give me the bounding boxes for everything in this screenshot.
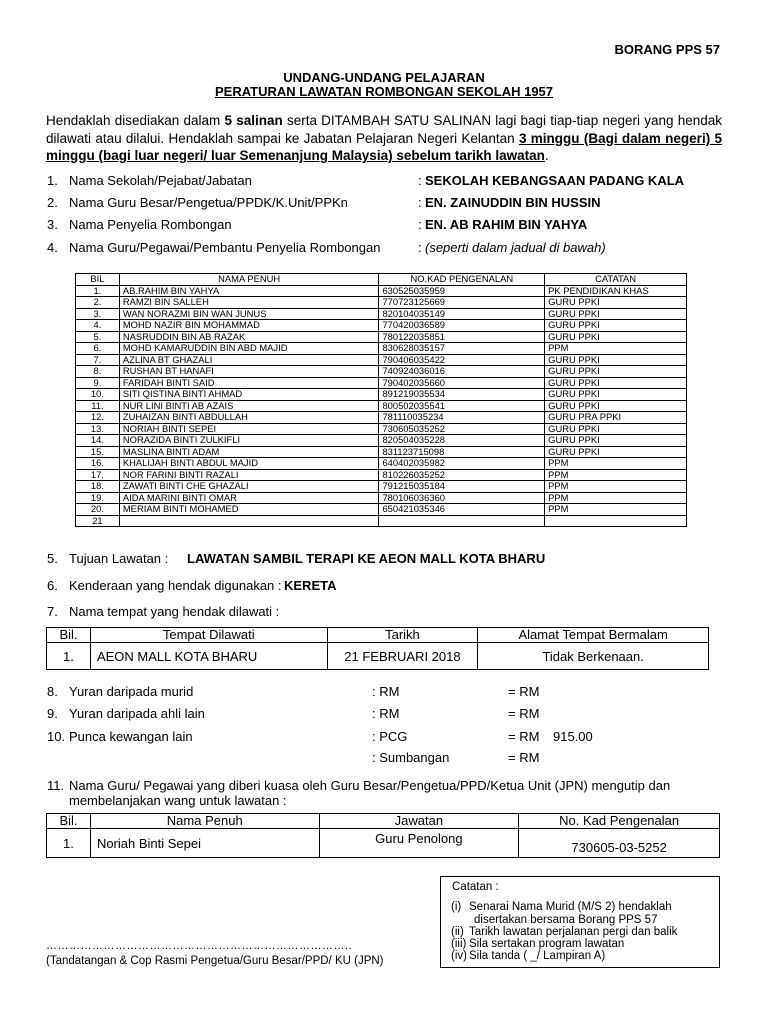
staff-ic-number: 781110035234 [379,412,545,424]
note-item-continued: disertakan bersama Borang PPS 57 [474,914,658,926]
staff-full-name: NORAZIDA BINTI ZULKIFLI [119,435,379,447]
item-9-label: Yuran daripada ahli lain [69,706,205,721]
staff-full-name: RUSHAN BT HANAFI [119,366,379,378]
staff-notes: PPM [545,469,687,481]
item-2-colon: : [418,195,422,210]
table-row [76,504,687,516]
staff-bil: 9. [76,377,120,389]
staff-bil: 10. [76,389,120,401]
staff-notes: GURU PPKI [545,297,687,309]
authorized-person-table [46,813,720,858]
staff-full-name: ZUHAIZAN BINTI ABDULLAH [119,412,379,424]
staff-ic-number: 790406035422 [379,354,545,366]
headmaster-name-value: EN. ZAINUDDIN BIN HUSSIN [425,195,601,210]
auth-ic-number: 730605-03-5252 [519,829,720,858]
item-4-label: Nama Guru/Pegawai/Pembantu Penyelia Rombongan [69,240,381,255]
item-10-source: : PCG [372,729,408,744]
table-row [76,515,687,527]
item-11-label-line2: membelanjakan wang untuk lawatan : [69,793,287,808]
staff-ic-number: 740924036016 [379,366,545,378]
place-bil: 1. [47,643,91,670]
staff-bil: 20. [76,504,120,516]
note-item: (iii) Sila sertakan program lawatan [451,938,625,950]
staff-notes: GURU PPKI [545,331,687,343]
staff-table [75,273,687,527]
table-row [76,308,687,320]
staff-ic-number: 770723125669 [379,297,545,309]
staff-ic-number: 780106036360 [379,492,545,504]
staff-ic-number: 791215035184 [379,481,545,493]
table-row [76,331,687,343]
table-row [76,320,687,332]
staff-notes: PPM [545,481,687,493]
staff-bil: 15. [76,446,120,458]
signature-caption: (Tandatangan & Cop Rasmi Pengetua/Guru Besar/PPD/ KU (JPN) [46,955,384,967]
document-title: UNDANG-UNDANG PELAJARAN [283,70,485,85]
table-row [76,354,687,366]
staff-table-header [76,274,687,286]
staff-ic-number: 831123715098 [379,446,545,458]
staff-ic-number: 790402035660 [379,377,545,389]
staff-full-name: AB.RAHIM BIN YAHYA [119,285,379,297]
table-row [76,458,687,470]
table-row [76,297,687,309]
staff-full-name: NOR FARINI BINTI RAZALI [119,469,379,481]
item-1-number: 1. [47,173,58,188]
item-11-number: 11. [47,778,65,793]
item-9-total: = RM [508,706,540,721]
item-5-label: Tujuan Lawatan : [69,551,169,566]
table-row [76,400,687,412]
places-table [46,627,709,670]
staff-full-name: RAMZI BIN SALLEH [119,297,379,309]
staff-full-name: FARIDAH BINTI SAID [119,377,379,389]
col-notes: CATATAN [545,274,687,286]
staff-ic-number: 780122035851 [379,331,545,343]
item-8-number: 8. [47,684,58,699]
staff-notes: GURU PPKI [545,446,687,458]
col-full-name: NAMA PENUH [119,274,379,286]
staff-ic-number: 810226035252 [379,469,545,481]
col-ic-number: No. Kad Pengenalan [519,814,720,829]
staff-full-name: MASLINA BINTI ADAM [119,446,379,458]
staff-notes: GURU PPKI [545,320,687,332]
staff-bil: 2. [76,297,120,309]
item-4-number: 4. [47,240,58,255]
item-9-number: 9. [47,706,58,721]
item-7-number: 7. [47,604,58,619]
table-row [76,423,687,435]
table-row [76,492,687,504]
note-item: (i) Senarai Nama Murid (M/S 2) hendaklah [451,901,672,913]
item-5-number: 5. [47,551,58,566]
staff-full-name: MOHD KAMARUDDIN BIN ABD MAJID [119,343,379,355]
staff-ic-number: 891219035534 [379,389,545,401]
col-bil: BIL [76,274,120,286]
staff-notes: GURU PRA PPKI [545,412,687,424]
staff-notes: GURU PPKI [545,377,687,389]
notes-box [440,876,720,968]
item-8-total: = RM [508,684,540,699]
visit-date: 21 FEBRUARI 2018 [327,643,478,670]
staff-bil: 1. [76,285,120,297]
item-3-colon: : [418,217,422,232]
donation-total: = RM [508,750,540,765]
col-ic-number: NO.KAD PENGENALAN [379,274,545,286]
form-code: BORANG PPS 57 [614,42,720,57]
item-3-number: 3. [47,217,58,232]
staff-notes: GURU PPKI [545,435,687,447]
item-2-number: 2. [47,195,58,210]
accommodation-address: Tidak Berkenaan. [478,643,709,670]
places-table-header [47,628,709,643]
staff-full-name: NUR LINI BINTI AB AZAIS [119,400,379,412]
note-item: (ii) Tarikh lawatan perjalanan pergi dan balik [451,926,678,938]
staff-notes: PK PENDIDIKAN KHAS [545,285,687,297]
trip-purpose-value: LAWATAN SAMBIL TERAPI KE AEON MALL KOTA BHARU [187,551,546,566]
item-10-total: = RM [508,729,540,744]
donation-source: : Sumbangan [372,750,450,765]
assistant-supervisors-value: (seperti dalam jadual di bawah) [425,240,606,255]
staff-ic-number: 770420036589 [379,320,545,332]
item-7-label: Nama tempat yang hendak dilawati : [69,604,280,619]
staff-ic-number [379,515,545,527]
staff-full-name [119,515,379,527]
table-row [76,366,687,378]
staff-full-name: WAN NORAZMI BIN WAN JUNUS [119,308,379,320]
table-row [76,285,687,297]
table-row [76,435,687,447]
item-1-colon: : [418,173,422,188]
table-row [76,469,687,481]
place-name: AEON MALL KOTA BHARU [90,643,327,670]
item-1-label: Nama Sekolah/Pejabat/Jabatan [69,173,252,188]
staff-full-name: NORIAH BINTI SEPEI [119,423,379,435]
item-9-currency: : RM [372,706,400,721]
item-10-label: Punca kewangan lain [69,729,193,744]
staff-bil: 6. [76,343,120,355]
col-full-name: Nama Penuh [90,814,319,829]
item-11-label-line1: Nama Guru/ Pegawai yang diberi kuasa oleh Guru Besar/Pengetua/PPD/Ketua Unit (JPN) mengutip dan [69,778,671,793]
staff-notes: GURU PPKI [545,366,687,378]
staff-ic-number: 830628035157 [379,343,545,355]
notes-title: Catatan : [452,881,499,893]
item-6-number: 6. [47,578,58,593]
staff-full-name: NASRUDDIN BIN AB RAZAK [119,331,379,343]
item-8-currency: : RM [372,684,400,699]
staff-full-name: KHALIJAH BINTI ABDUL MAJID [119,458,379,470]
staff-bil: 13. [76,423,120,435]
staff-ic-number: 800502035541 [379,400,545,412]
table-row [76,446,687,458]
table-row [76,481,687,493]
staff-ic-number: 650421035346 [379,504,545,516]
table-row [76,389,687,401]
staff-bil: 12. [76,412,120,424]
staff-ic-number: 730605035252 [379,423,545,435]
staff-ic-number: 630525035959 [379,285,545,297]
staff-notes: GURU PPKI [545,389,687,401]
staff-full-name: AIDA MARINI BINTI OMAR [119,492,379,504]
table-row [47,643,709,670]
staff-notes: PPM [545,343,687,355]
staff-bil: 11. [76,400,120,412]
staff-full-name: MOHD NAZIR BIN MOHAMMAD [119,320,379,332]
note-item: (iv) Sila tanda ( _/ Lampiran A) [451,950,606,962]
staff-bil: 14. [76,435,120,447]
staff-ic-number: 640402035982 [379,458,545,470]
staff-full-name: AZLINA BT GHAZALI [119,354,379,366]
table-row [47,829,720,858]
staff-bil: 3. [76,308,120,320]
col-place: Tempat Dilawati [90,628,327,643]
item-3-label: Nama Penyelia Rombongan [69,217,232,232]
col-accommodation: Alamat Tempat Bermalam [478,628,709,643]
staff-notes: GURU PPKI [545,400,687,412]
item-10-number: 10. [47,729,66,744]
document-subtitle: PERATURAN LAWATAN ROMBONGAN SEKOLAH 1957 [214,84,554,99]
staff-notes: PPM [545,492,687,504]
col-position: Jawatan [319,814,519,829]
staff-bil: 16. [76,458,120,470]
item-4-colon: : [418,240,422,255]
col-date: Tarikh [327,628,478,643]
staff-bil: 21 [76,515,120,527]
staff-bil: 19. [76,492,120,504]
staff-full-name: MERIAM BINTI MOHAMED [119,504,379,516]
staff-bil: 4. [76,320,120,332]
staff-bil: 7. [76,354,120,366]
pcg-amount-value: 915.00 [553,729,593,744]
school-name-value: SEKOLAH KEBANGSAAN PADANG KALA [425,173,685,188]
staff-bil: 8. [76,366,120,378]
staff-ic-number: 820504035228 [379,435,545,447]
col-bil: Bil. [47,814,91,829]
intro-paragraph: Hendaklah disediakan dalam 5 salinan serta DITAMBAH SATU SALINAN lagi bagi tiap-tiap negeri yang hendak dilawati atau dilalui. Hendaklah sampai ke Jabatan Pelajaran Negeri Kelantan 3 minggu (Bagi dalam negeri) 5 minggu (bagi luar negeri/ luar Semenanjung Malaysia) sebelum tarikh lawatan. [46,113,723,163]
auth-bil: 1. [47,829,91,858]
staff-full-name: SITI QISTINA BINTI AHMAD [119,389,379,401]
item-2-label: Nama Guru Besar/Pengetua/PPDK/K.Unit/PPKn [69,195,348,210]
staff-bil: 5. [76,331,120,343]
table-row [76,343,687,355]
staff-bil: 18. [76,481,120,493]
staff-notes: PPM [545,458,687,470]
col-bil: Bil. [47,628,91,643]
staff-bil: 17. [76,469,120,481]
table-row [76,412,687,424]
auth-table-header [47,814,720,829]
table-row [76,377,687,389]
staff-notes: PPM [545,504,687,516]
staff-notes: GURU PPKI [545,308,687,320]
staff-notes: GURU PPKI [545,423,687,435]
auth-position: Guru Penolong [319,829,519,858]
staff-full-name: ZAWATI BINTI CHE GHAZALI [119,481,379,493]
vehicle-value: KERETA [284,578,337,593]
signature-line: …………………………………………………………………….. [46,940,353,952]
supervisor-name-value: EN. AB RAHIM BIN YAHYA [425,217,588,232]
item-6-label: Kenderaan yang hendak digunakan : [69,578,282,593]
staff-ic-number: 820104035149 [379,308,545,320]
staff-notes: GURU PPKI [545,354,687,366]
auth-full-name: Noriah Binti Sepei [90,829,319,858]
staff-notes [545,515,687,527]
item-8-label: Yuran daripada murid [69,684,194,699]
